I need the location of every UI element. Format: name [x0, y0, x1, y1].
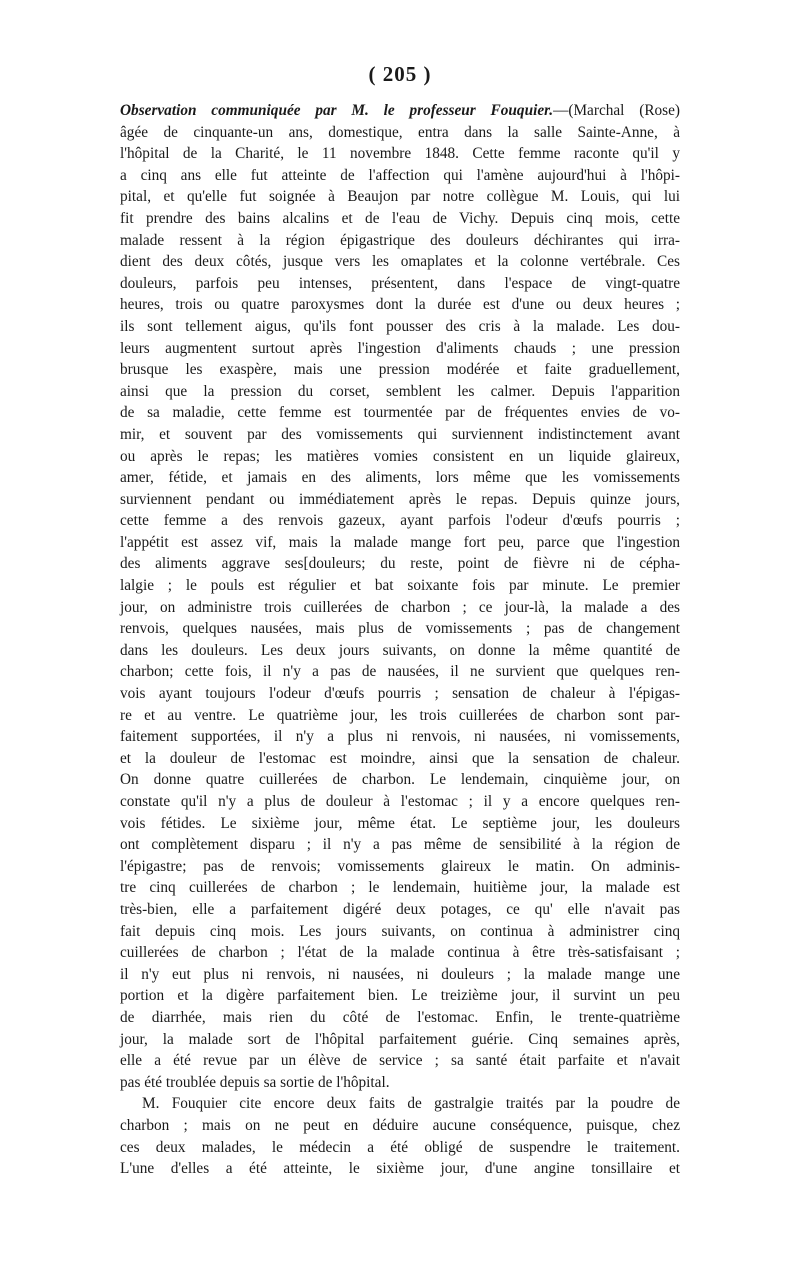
- text-line: jour, on administre trois cuillerées de charbon ; ce jour-là, la malade a des: [120, 598, 680, 616]
- text-line: vois fétides. Le sixième jour, même état. Le septième jour, les douleurs: [120, 814, 680, 832]
- text-line: ainsi que la pression du corset, semblent les calmer. Depuis l'apparition: [120, 382, 680, 400]
- page-number: ( 205 ): [368, 62, 432, 86]
- text-line: mir, et souvent par des vomissements qui surviennent indistinctement avant: [120, 425, 680, 443]
- text-line: leurs augmentent surtout après l'ingestion d'aliments chauds ; une pression: [120, 339, 680, 357]
- text-line: pas été troublée depuis sa sortie de l'hôpital.: [120, 1073, 390, 1091]
- text-line: fait depuis cinq mois. Les jours suivants, on continua à administrer cinq: [120, 922, 680, 940]
- text-line: pital, et qu'elle fut soignée à Beaujon par notre collègue M. Louis, qui lui: [120, 188, 680, 206]
- text-line: dient des deux côtés, jusque vers les omaplates et la colonne vertébrale. Ces: [120, 253, 680, 271]
- text-line: de diarrhée, mais rien du côté de l'estomac. Enfin, le trente-quatrième: [120, 1008, 680, 1026]
- text-line: a cinq ans elle fut atteinte de l'affection qui l'amène aujourd'hui à l'hôpi-: [120, 166, 680, 184]
- text-line: vois ayant toujours l'odeur d'œufs pourris ; sensation de chaleur à l'épigas-: [120, 685, 680, 703]
- text-line: très-bien, elle a parfaitement digéré deux potages, ce qu' elle n'avait pas: [120, 900, 680, 918]
- text-line: ces deux malades, le médecin a été obligé de suspendre le traitement.: [120, 1138, 680, 1156]
- text-line: l'épigastre; pas de renvois; vomissements glaireux le matin. On adminis-: [120, 857, 680, 875]
- text-line: et la douleur de l'estomac est moindre, ainsi que la sensation de chaleur.: [120, 749, 680, 767]
- line-fragment: —(Marchal (Rose): [553, 102, 681, 119]
- text-line: tre cinq cuillerées de charbon ; le lendemain, huitième jour, la malade est: [120, 879, 680, 897]
- text-line: portion et la digère parfaitement bien. Le treizième jour, il survint un peu: [120, 987, 680, 1005]
- text-line: re et au ventre. Le quatrième jour, les trois cuillerées de charbon sont par-: [120, 706, 680, 724]
- text-line: dans les douleurs. Les deux jours suivants, on donne la même quantité de: [120, 641, 680, 659]
- observation-heading: Observation communiquée par M. le professeur Fouquier.: [120, 102, 554, 119]
- text-line: surviennent pendant ou immédiatement après le repas. Depuis quinze jours,: [120, 490, 680, 508]
- text-line: cette femme a des renvois gazeux, ayant parfois l'odeur d'œufs pourris ;: [120, 512, 680, 530]
- text-line: [120, 100, 680, 122]
- text-line: charbon ; mais on ne peut en déduire aucune conséquence, puisque, chez: [120, 1116, 680, 1134]
- text-line: ont complètement disparu ; il n'y a pas même de sensibilité à la région de: [120, 836, 680, 854]
- text-line: de sa maladie, cette femme est tourmentée par de fréquentes envies de vo-: [120, 404, 680, 422]
- text-line: brusque les exaspère, mais une pression modérée et faite graduellement,: [120, 361, 680, 379]
- body-text: [120, 100, 680, 1180]
- text-line: charbon; cette fois, il n'y a pas de nausées, il ne survient que quelques ren-: [120, 663, 680, 681]
- text-line: l'hôpital de la Charité, le 11 novembre 1848. Cette femme raconte qu'il y: [120, 145, 680, 163]
- text-line: douleurs, parfois peu intenses, présentent, dans l'espace de vingt-quatre: [120, 274, 680, 292]
- text-line: malade ressent à la région épigastrique des douleurs déchirantes qui irra-: [120, 231, 680, 249]
- text-line: renvois, quelques nausées, mais plus de vomissements ; pas de changement: [120, 620, 680, 638]
- text-line: M. Fouquier cite encore deux faits de gastralgie traités par la poudre de: [142, 1095, 680, 1113]
- text-line: fit prendre des bains alcalins et de l'eau de Vichy. Depuis cinq mois, cette: [120, 209, 680, 227]
- text-line: amer, fétide, et jamais en des aliments, lors même que les vomissements: [120, 469, 680, 487]
- text-line: ils sont tellement aigus, qu'ils font pousser des cris à la malade. Les dou-: [120, 317, 680, 335]
- text-line: heures, trois ou quatre paroxysmes dont la durée est d'une ou deux heures ;: [120, 296, 680, 314]
- text-line: ou après le repas; les matières vomies consistent en un liquide glaireux,: [120, 447, 680, 465]
- text-line: On donne quatre cuillerées de charbon. Le lendemain, cinquième jour, on: [120, 771, 680, 789]
- text-line: âgée de cinquante-un ans, domestique, entra dans la salle Sainte-Anne, à: [120, 123, 680, 141]
- text-line: constate qu'il n'y a plus de douleur à l'estomac ; il y a encore quelques ren-: [120, 793, 680, 810]
- text-line: des aliments aggrave ses[douleurs; du reste, point de fièvre ni de cépha-: [120, 555, 680, 573]
- text-line: il n'y eut plus ni renvois, ni nausées, ni douleurs ; la malade mange une: [120, 965, 680, 983]
- text-line: jour, la malade sort de l'hôpital parfaitement guérie. Cinq semaines après,: [120, 1030, 680, 1048]
- text-line: faitement supportées, il n'y a plus ni renvois, ni nausées, ni vomissements,: [120, 728, 680, 746]
- text-line: l'appétit est assez vif, mais la malade mange fort peu, parce que l'ingestion: [120, 533, 680, 551]
- text-line: elle a été revue par un élève de service ; sa santé était parfaite et n'avait: [120, 1052, 680, 1070]
- text-line: L'une d'elles a été atteinte, le sixième jour, d'une angine tonsillaire et: [120, 1160, 680, 1178]
- text-line: lalgie ; le pouls est régulier et bat soixante fois par minute. Le premier: [120, 577, 680, 595]
- text-line: cuillerées de charbon ; l'état de la malade continua à être très-satisfaisant ;: [120, 944, 680, 962]
